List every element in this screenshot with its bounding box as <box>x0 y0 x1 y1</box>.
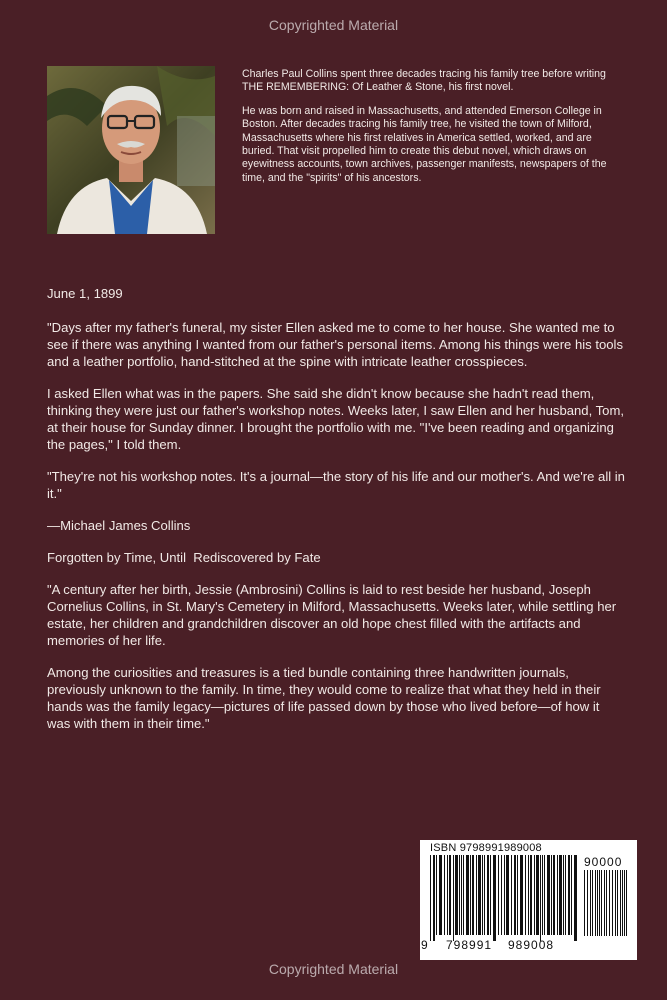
barcode-bar <box>587 870 588 936</box>
barcode-bar <box>551 855 552 935</box>
barcode-bar <box>466 855 469 935</box>
barcode-bar <box>559 855 562 935</box>
barcode-bar <box>439 855 442 935</box>
barcode-bar <box>615 870 616 936</box>
barcode-bar <box>455 855 458 935</box>
ean-barcode-bars <box>430 855 578 941</box>
barcode-bar <box>544 855 545 935</box>
author-photo <box>47 66 215 234</box>
barcode-bar <box>609 870 610 936</box>
barcode-bar <box>506 855 509 935</box>
barcode-bar <box>517 855 518 935</box>
barcode-bar <box>436 855 437 935</box>
barcode-bar <box>478 855 481 935</box>
barcode-bar <box>604 870 605 936</box>
excerpt-attribution: —Michael James Collins <box>47 518 191 533</box>
barcode-bar <box>599 870 600 936</box>
barcode-bar <box>617 870 618 936</box>
barcode-bar <box>584 870 585 936</box>
barcode-bar <box>601 870 602 936</box>
barcode-bar <box>433 855 435 941</box>
barcode-bar <box>459 855 460 935</box>
watermark-bottom: Copyrighted Material <box>268 961 399 977</box>
barcode-bar <box>626 870 627 936</box>
barcode-bar <box>622 870 623 936</box>
barcode-bar <box>484 855 485 935</box>
barcode-bar <box>449 855 451 935</box>
barcode-bar <box>430 855 431 941</box>
ean-first-digit: 9 <box>421 938 429 952</box>
barcode-bar <box>463 855 464 935</box>
barcode-bar <box>511 855 512 935</box>
barcode-bar <box>563 855 564 935</box>
barcode-bar <box>540 855 541 941</box>
barcode-bar <box>553 855 555 935</box>
author-bio <box>242 68 625 195</box>
price-barcode-bars <box>584 870 630 936</box>
author-bio-paragraph-1: Charles Paul Collins spent three decades tracing his family tree before writing THE REMEMBERING: Of Leather & Stone, his first novel. <box>242 68 606 94</box>
excerpt-paragraph-2: I asked Ellen what was in the papers. She said she didn't know because she hadn't read them, thinking they were just our father's workshop notes. Weeks later, I saw Ellen and her husband, Tom, at their house for Sunday dinner. I brought the portfolio with me. "I've been reading and organizing the pages," I told them. <box>47 386 624 452</box>
barcode-bar <box>470 855 471 935</box>
barcode-bar <box>520 855 523 935</box>
barcode-bar <box>453 855 454 941</box>
barcode-bar <box>571 855 572 935</box>
barcode-bar <box>487 855 489 935</box>
excerpt-paragraph-3: "They're not his workshop notes. It's a journal—the story of his life and our mother's. And we're all in it." <box>47 469 625 501</box>
author-bio-paragraph-2: He was born and raised in Massachusetts, and attended Emerson College in Boston. After decades tracing his family tree, he visited the town of Milford, Massachusetts where his first relatives in America settled, worked, and are buried. That visit propelled him to create this debut novel, which draws on eyewitness accounts, town archives, passenger manifests, newspapers of the time, and the "spirits" of his ancestors. <box>242 104 607 184</box>
barcode-bar <box>482 855 483 935</box>
barcode-bar <box>472 855 474 935</box>
excerpt-paragraph-1: "Days after my father's funeral, my sister Ellen asked me to come to her house. She wanted me to see if there was anything I wanted from our father's personal items. Among his things were his tools and a leather portfolio, hand-stitched at the spine with intricate leather crosspieces. <box>47 320 624 369</box>
barcode-bar <box>568 855 570 935</box>
barcode-bar <box>606 870 607 936</box>
barcode-bar <box>547 855 550 935</box>
isbn-label: ISBN 9798991989008 <box>430 842 542 854</box>
isbn-barcode <box>420 840 637 960</box>
barcode-bar <box>597 870 598 936</box>
barcode-bar <box>498 855 499 935</box>
barcode-bar <box>476 855 477 935</box>
barcode-bar <box>542 855 543 935</box>
barcode-bar <box>528 855 529 935</box>
ean-group-1: 798991 <box>446 938 493 952</box>
barcode-bar <box>592 870 593 936</box>
tagline: Forgotten by Time, Until Rediscovered by Fate <box>47 550 321 565</box>
barcode-bar <box>490 855 491 935</box>
barcode-bar <box>504 855 505 935</box>
barcode-bar <box>574 855 577 941</box>
ean-group-2: 989008 <box>508 938 555 952</box>
barcode-bar <box>461 855 462 935</box>
barcode-bar <box>590 870 591 936</box>
barcode-bar <box>501 855 502 935</box>
barcode-bar <box>557 855 558 935</box>
barcode-bar <box>525 855 526 935</box>
barcode-bar <box>444 855 445 935</box>
barcode-bar <box>514 855 516 935</box>
barcode-bar <box>595 870 596 936</box>
barcode-bar <box>447 855 448 935</box>
price-code: 90000 <box>584 855 623 869</box>
barcode-bar <box>530 855 532 935</box>
barcode-bar <box>620 870 621 936</box>
synopsis-paragraph-1: "A century after her birth, Jessie (Ambrosini) Collins is laid to rest beside her husband, Joseph Cornelius Collins, in St. Mary's Cemetery in Milford, Massachusetts. Weeks later, while settling her estate, her children and grandchildren discover an old hope chest filled with the artifacts and memories of her life. <box>47 582 617 648</box>
barcode-bar <box>534 855 535 935</box>
watermark-top: Copyrighted Material <box>268 17 399 33</box>
barcode-bar <box>493 855 496 941</box>
barcode-bar <box>624 870 625 936</box>
barcode-bar <box>565 855 566 935</box>
barcode-bar <box>536 855 539 935</box>
synopsis-paragraph-2: Among the curiosities and treasures is a tied bundle containing three handwritten journals, previously unknown to the family. In time, they would come to realize that what they held in their hands was the family legacy—pictures of life passed down by those who lived before—of how it was with them in their time." <box>47 665 601 731</box>
barcode-bar <box>612 870 613 936</box>
back-cover-text <box>47 285 625 747</box>
excerpt-date: June 1, 1899 <box>47 286 123 301</box>
